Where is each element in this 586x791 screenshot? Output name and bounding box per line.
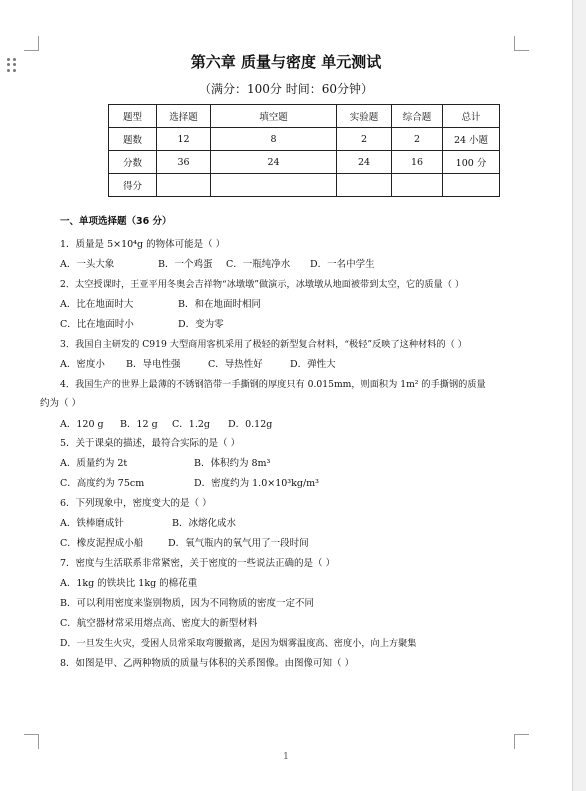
table-cell: 8 (211, 128, 337, 151)
score-input-cell[interactable] (211, 174, 337, 197)
question-2-option-c: C．比在地面时小 (60, 319, 134, 330)
table-cell: 总计 (443, 105, 500, 128)
score-input-cell[interactable] (157, 174, 211, 197)
table-row (109, 174, 500, 197)
table-cell: 综合题 (392, 105, 443, 128)
crop-mark-top-left (24, 36, 39, 51)
question-4-option-d: D．0.12g (228, 419, 273, 430)
question-6-option-d: D．氧气瓶内的氧气用了一段时间 (168, 538, 309, 549)
score-input-cell[interactable] (337, 174, 392, 197)
table-row (109, 105, 500, 128)
question-7-option-d: D．一旦发生火灾，受困人员常采取弯腰撤离，是因为烟雾温度高、密度小，向上方聚集 (60, 638, 417, 649)
table-cell: 题数 (109, 128, 157, 151)
question-7-option-a: A．1kg 的铁块比 1kg 的棉花重 (60, 578, 198, 589)
table-cell: 100 分 (443, 151, 500, 174)
section-heading: 一、单项选择题（36 分） (60, 216, 172, 227)
table-cell: 填空题 (211, 105, 337, 128)
question-8-stem: 8．如图是甲、乙两种物质的质量与体积的关系图像。由图像可知（ ） (60, 658, 355, 669)
crop-mark-bottom-left (24, 734, 39, 749)
table-cell: 24 (337, 151, 392, 174)
score-input-cell[interactable] (443, 174, 500, 197)
table-cell: 得分 (109, 174, 157, 197)
question-5-option-c: C．高度约为 75cm (60, 478, 145, 489)
table-row (109, 128, 500, 151)
table-cell: 16 (392, 151, 443, 174)
table-cell: 2 (337, 128, 392, 151)
question-7-option-b: B．可以利用密度来鉴别物质，因为不同物质的密度一定不同 (60, 598, 314, 609)
table-cell: 24 小题 (443, 128, 500, 151)
question-5-option-d: D．密度约为 1.0×10³kg/m³ (194, 478, 319, 489)
crop-mark-bottom-right (514, 734, 529, 749)
table-row (109, 151, 500, 174)
question-1-option-c: C．一瓶纯净水 (226, 259, 291, 270)
table-cell: 分数 (109, 151, 157, 174)
table-cell: 选择题 (157, 105, 211, 128)
question-1-option-a: A．一头大象 (60, 259, 115, 270)
table-cell: 24 (211, 151, 337, 174)
question-1-stem: 1．质量是 5×10⁴g 的物体可能是（ ） (60, 239, 226, 250)
table-cell: 2 (392, 128, 443, 151)
page-title: 第六章 质量与密度 单元测试 (190, 53, 382, 71)
crop-mark-top-right (514, 36, 529, 51)
question-1-option-b: B．一个鸡蛋 (158, 259, 213, 270)
vertical-scrollbar[interactable] (572, 0, 586, 791)
question-6-option-c: C．橡皮泥捏成小船 (60, 538, 144, 549)
question-5-option-a: A．质量约为 2t (60, 458, 128, 469)
question-6-stem: 6．下列现象中，密度变大的是（ ） (60, 498, 212, 509)
question-2-option-a: A．比在地面时大 (60, 299, 134, 310)
table-cell: 12 (157, 128, 211, 151)
page-subtitle: （满分：100分 时间：60分钟） (199, 82, 373, 96)
page-number: 1 (283, 752, 289, 762)
question-3-option-b: B．导电性强 (126, 359, 181, 370)
question-2-stem: 2．太空授课时，王亚平用冬奥会吉祥物“冰墩墩”做演示，冰墩墩从地面被带到太空，它的质量（ ） (60, 279, 465, 290)
question-3-option-a: A．密度小 (60, 359, 105, 370)
question-7-stem: 7．密度与生活联系非常紧密，关于密度的一些说法正确的是（ ） (60, 558, 336, 569)
table-cell: 题型 (109, 105, 157, 128)
question-5-stem: 5．关于课桌的描述，最符合实际的是（ ） (60, 438, 241, 449)
question-4-stem-continued: 约为（ ） (40, 398, 82, 409)
score-table (108, 104, 500, 197)
question-2-option-d: D．变为零 (178, 319, 224, 330)
question-4-option-b: B．12 g (120, 419, 158, 430)
question-3-option-c: C．导热性好 (208, 359, 263, 370)
question-3-option-d: D．弹性大 (290, 359, 336, 370)
table-cell: 36 (157, 151, 211, 174)
score-input-cell[interactable] (392, 174, 443, 197)
question-7-option-c: C．航空器材常采用熔点高、密度大的新型材料 (60, 618, 258, 629)
question-4-stem: 4．我国生产的世界上最薄的不锈钢箔带一手撕钢的厚度只有 0.015mm，则面积为 1m² 的手撕钢的质量 (60, 379, 486, 390)
question-5-option-b: B．体积约为 8m³ (194, 458, 271, 469)
question-1-option-d: D．一名中学生 (310, 259, 375, 270)
question-6-option-b: B．冰熔化成水 (172, 518, 236, 529)
question-3-stem: 3．我国自主研发的 C919 大型商用客机采用了极轻的新型复合材料，“极轻”反映了这种材料的（ ） (60, 339, 467, 350)
question-2-option-b: B．和在地面时相同 (178, 299, 261, 310)
question-4-option-a: A．120 g (60, 419, 104, 430)
question-4-option-c: C．1.2g (172, 419, 210, 430)
table-cell: 实验题 (337, 105, 392, 128)
question-6-option-a: A．铁棒磨成针 (60, 518, 124, 529)
